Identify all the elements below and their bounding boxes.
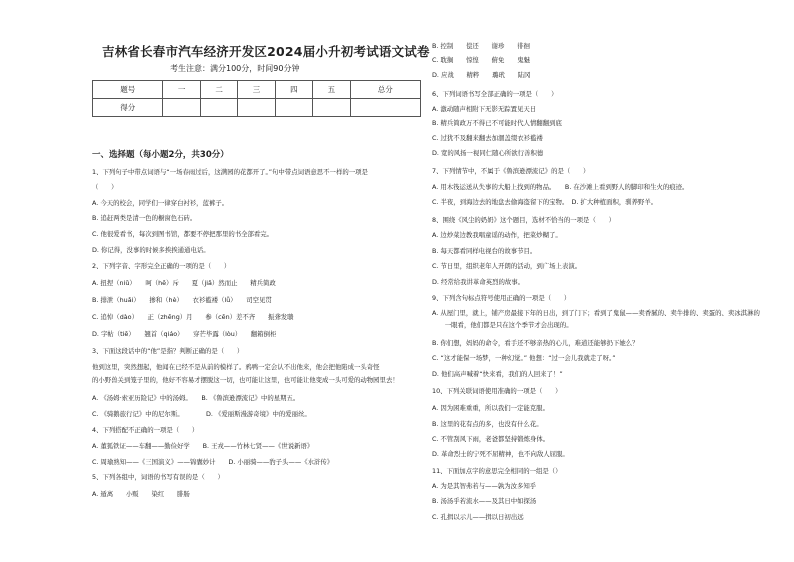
question-line: C. 耽搁 惊惶 俯免 鬼魅 bbox=[432, 56, 530, 64]
question-line: 一眼看，他们都是只在这个季节才会出现的。 bbox=[432, 321, 573, 329]
score-table-row bbox=[93, 99, 421, 117]
question-line: B. 汤汤乎若流水——及其日中如探汤 bbox=[432, 497, 537, 505]
question-line: C. 他很爱看书，每次到图书馆，都要不停把那里的书全部看完。 bbox=[92, 230, 274, 238]
table-cell bbox=[200, 99, 237, 117]
exam-notice: 考生注意：满分100分，时间90分钟 bbox=[170, 64, 300, 73]
table-cell: 三 bbox=[238, 81, 275, 99]
question-line: D. 字帖（tiē） 翘首（qiáo） 穿芒毕露（lòu） 翻箱倒柜 bbox=[92, 330, 277, 338]
score-table bbox=[92, 80, 421, 117]
question-line: A. 用木筏运送从失事的大船上找到的物品。 B. 在沙滩上看到野人的脚印和生火的痕迹。 bbox=[432, 183, 689, 191]
question-line: 9、下列含句标点符号使用正确的一项是（ ） bbox=[432, 294, 571, 302]
question-line: B. 排泄（huǎi） 掺和（hè） 衣衫褴褛（lǚ） 司空见贯 bbox=[92, 296, 272, 304]
question-line: C. 周瑜熟知——《三国演义》——锦囊妙计 D. 小丽骑——豹子头——《水浒传》 bbox=[92, 458, 334, 466]
question-line: D. 宽的风扬一视同仁随心所欲行善积德 bbox=[432, 149, 544, 157]
question-line: 11、下面加点字的意思完全相同的一组是（） bbox=[432, 467, 562, 475]
question-line: A. 边炒菜边教我唱童谣的动作，把菜炒糊了。 bbox=[432, 231, 562, 239]
question-line: C. 《骑鹅旅行记》中的尼尔斯。 D. 《爱丽斯漫游奇境》中的爱丽丝。 bbox=[92, 410, 311, 418]
question-line: 4、下列搭配不正确的一项是（ ） bbox=[92, 426, 199, 434]
table-cell: 一 bbox=[163, 81, 200, 99]
question-line: 5、下列各组中，词语的书写有误的是（ ） bbox=[92, 473, 224, 481]
question-line: 1、下列句子中带点词语与“一场春雨过后，这满园的花都开了。”句中带点词语意思不一样的一项是 bbox=[92, 168, 368, 176]
table-cell: 总分 bbox=[350, 81, 420, 99]
page-title: 吉林省长春市汽车经济开发区2024届小升初考试语文试卷 bbox=[102, 44, 430, 59]
question-line: C. 过犹不及翻来翻去加涸盖缀衣衫褴褛 bbox=[432, 134, 543, 142]
table-cell: 四 bbox=[275, 81, 312, 99]
question-line: C. “这才能保一场梦，一种幻觉。” 他想：“过一会儿我就走了呀。” bbox=[432, 354, 616, 362]
question-line: A. 从屋门里，就上，铺产房最接下年的日出，到了门下；看到了鬼鼠——卖香腻的、卖牛排的、卖蛋的、卖冰淇淋的 bbox=[432, 309, 760, 317]
question-line: C. 不管刮风下雨，老爸都坚持锻炼身体。 bbox=[432, 435, 550, 443]
question-line: D. 你记得，没事的时候多挨挨通通电话。 bbox=[92, 246, 210, 254]
question-line: A. 遁离 小贩 染红 腓肠 bbox=[92, 490, 190, 498]
question-line: A. 因为困难重重，所以我们一定能克服。 bbox=[432, 404, 549, 412]
question-line: A. 为是其智弗若与——孰为汝多知乎 bbox=[432, 482, 537, 490]
question-line: C. 追悼（dào） 正（zhēng）月 参（cēn）差不齐 振聋发聩 bbox=[92, 313, 294, 321]
question-line: D. 经常给我讲革命英烈的故事。 bbox=[432, 278, 525, 286]
question-line: 他到这里，突然想起，他闻在已经不是从前的模样了。鸦鸭一定会认不出他来，他会把他陷成一头奇怪 bbox=[92, 363, 380, 371]
table-cell: 题号 bbox=[93, 81, 163, 99]
question-line: A. 扭捏（niǔ） 呵（hē）斥 夏（jiǎ）然而止 精兵简政 bbox=[92, 279, 276, 287]
table-cell bbox=[313, 99, 350, 117]
question-line: B. 这里的花有点的多，也没有什么花。 bbox=[432, 420, 543, 428]
table-cell: 二 bbox=[200, 81, 237, 99]
question-line: 8、围绕《风尘的奶奶》这个题目，选材不恰当的一项是（ ） bbox=[432, 216, 616, 224]
table-cell: 五 bbox=[313, 81, 350, 99]
question-line: 7、下列情节中，不属于《鲁滨逊漂流记》的是（ ） bbox=[432, 167, 590, 175]
question-line: 6、下列词语书写全部正确的一项是（ ） bbox=[432, 90, 558, 98]
question-line: C. 孔揖以示儿——揖以日初出远 bbox=[432, 513, 524, 521]
question-line: B. 追赶两类是清一色的橱窗色石砖。 bbox=[92, 214, 197, 222]
table-cell bbox=[275, 99, 312, 117]
table-cell bbox=[350, 99, 420, 117]
question-line: C. 半夜，到海边去的地盘去偷海盗留下的宝物。 D. 扩大种植面积，驯养野羊。 bbox=[432, 198, 658, 206]
question-line: 的小野兽关到笼子里的，他好不容易才摆脱这一切，也可能让这里，也可能让他变成一头可爱的动物园里去！ bbox=[92, 376, 399, 384]
question-line: 3、下面这段话中的“他”是指？判断正确的是（ ） bbox=[92, 347, 244, 355]
question-line: A. 《汤姆·索亚历险记》中的汤姆。 B. 《鲁滨逊漂流记》中的星期五。 bbox=[92, 394, 300, 402]
table-cell bbox=[163, 99, 200, 117]
table-cell: 得分 bbox=[93, 99, 163, 117]
question-line: B. 控制 偿还 谢珍 徘徊 bbox=[432, 42, 530, 50]
question-line: B. 你们想，妈妈的命令，看手还不够亲热的心儿，难道还能够扔下她么？ bbox=[432, 339, 639, 347]
question-line: C. 节日里，组织老年人开朗的活动，到广场上表演。 bbox=[432, 262, 582, 270]
table-cell bbox=[238, 99, 275, 117]
question-line: A. 今天的校会，同学们一律穿白衬衫，蓝裤子。 bbox=[92, 199, 229, 207]
question-line: （ ） bbox=[92, 183, 118, 191]
question-line: A. 激动随声相附下无影无踪置见天日 bbox=[432, 105, 537, 113]
question-line: D. 应战 精粹 璐玳 陆冈 bbox=[432, 71, 531, 79]
question-line: D. 他们高声喊着“快来看，我们的人回来了！” bbox=[432, 370, 563, 378]
section-heading: 一、选择题（每小题2分，共30分） bbox=[92, 150, 229, 160]
question-line: A. 董狐铁证——车翻——勤俭好学 B. 王戎——竹林七贤——《世说新语》 bbox=[92, 442, 314, 450]
question-line: B. 每天都看同样电视台的故事节目。 bbox=[432, 247, 537, 255]
question-line: 2、下列字音、字形完全正确的一项的是（ ） bbox=[92, 262, 231, 270]
question-line: D. 革命烈士的宁死不屈精神，也不向敌人屈服。 bbox=[432, 450, 569, 458]
score-table-header-row bbox=[93, 81, 421, 99]
question-line: 10、下列关联词语使用准确的一项是（ ） bbox=[432, 387, 562, 395]
question-line: B. 精兵简政万不得已不可能时代人情翻翻到底 bbox=[432, 119, 562, 127]
